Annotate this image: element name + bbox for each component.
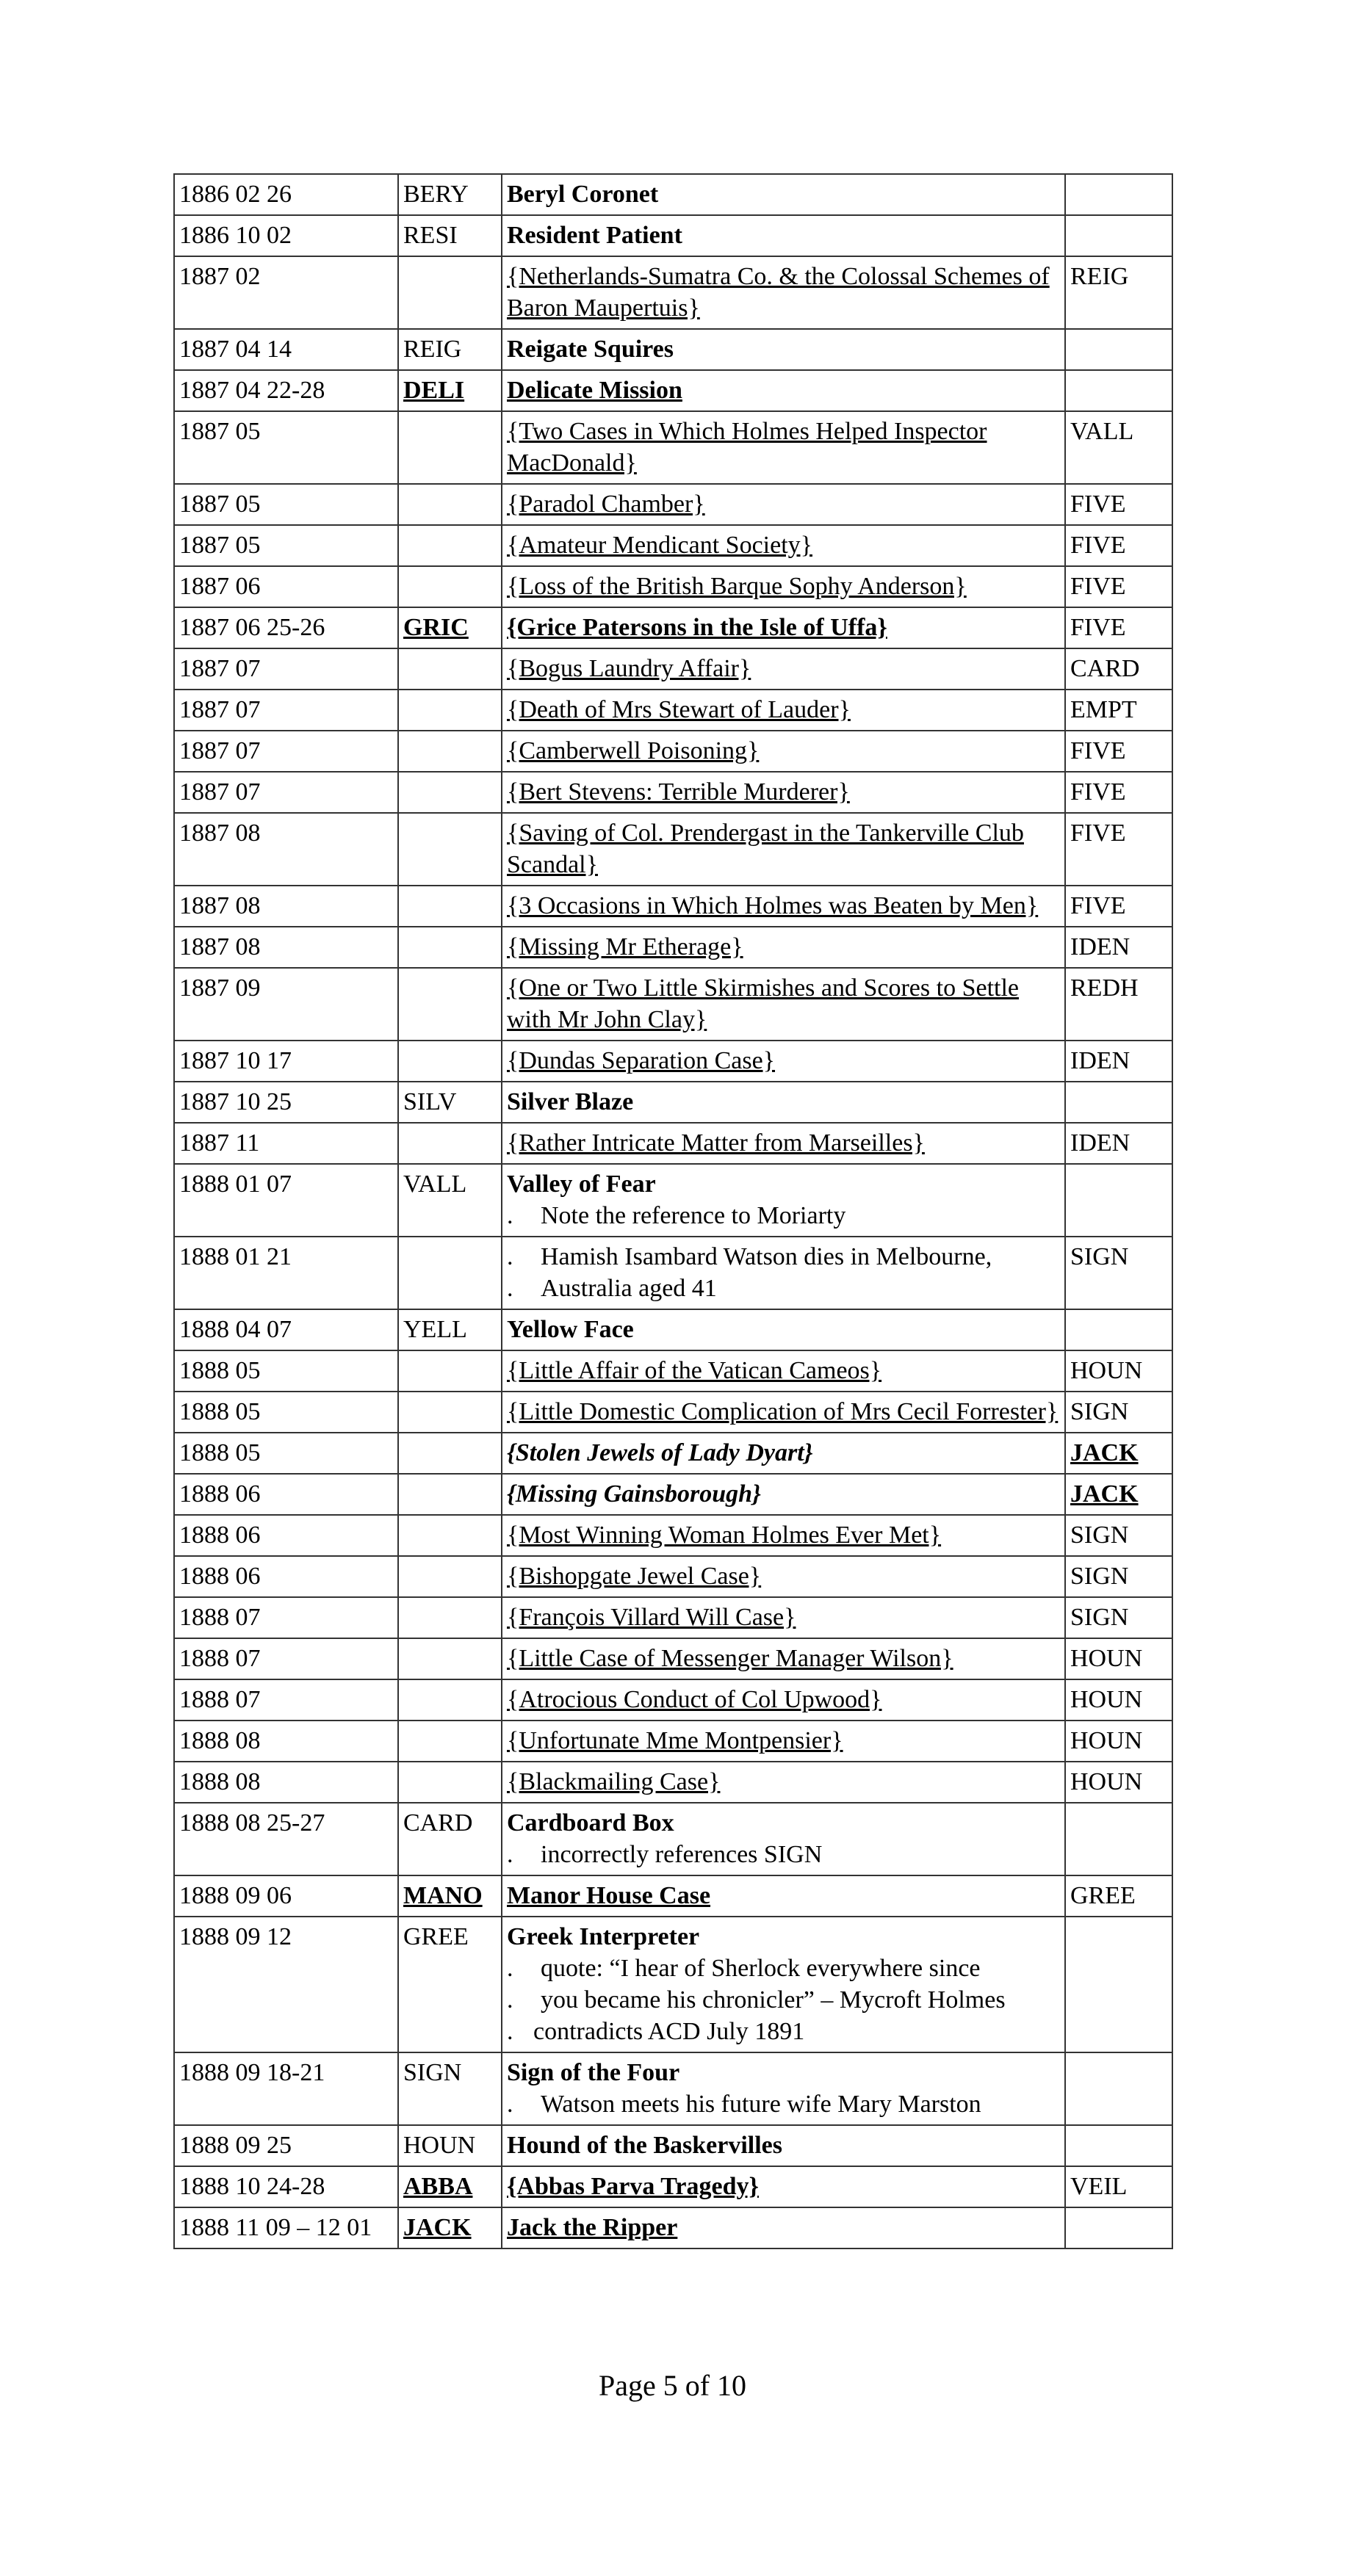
- case-title-cell: [502, 525, 1065, 566]
- referenced-in-cell: HOUN: [1065, 1721, 1172, 1762]
- case-title-cell: [502, 886, 1065, 927]
- date-cell: 1886 02 26: [174, 174, 398, 215]
- table-row: [174, 1123, 1172, 1164]
- date-cell: 1888 08: [174, 1762, 398, 1803]
- table-row: [174, 731, 1172, 772]
- note-text: contradicts ACD July 1891: [533, 2018, 805, 2045]
- table-row: [174, 174, 1172, 215]
- story-code-cell: [398, 256, 502, 329]
- story-code-cell: JACK: [398, 2207, 502, 2248]
- case-title-cell: [502, 2052, 1065, 2125]
- case-title-cell: [502, 772, 1065, 813]
- case-title-cell: [502, 2166, 1065, 2207]
- referenced-in-cell: JACK: [1065, 1433, 1172, 1474]
- story-code-cell: [398, 690, 502, 731]
- date-cell: 1888 01 07: [174, 1164, 398, 1237]
- referenced-in-cell: [1065, 215, 1172, 256]
- date-cell: 1888 06: [174, 1474, 398, 1515]
- case-title-cell: [502, 256, 1065, 329]
- case-title-cell: [502, 1123, 1065, 1164]
- referenced-in-cell: IDEN: [1065, 927, 1172, 968]
- case-title: {Paradol Chamber}: [507, 491, 705, 518]
- case-title: {Loss of the British Barque Sophy Anderson}: [507, 573, 967, 600]
- table-row: [174, 1237, 1172, 1309]
- case-title-cell: [502, 731, 1065, 772]
- story-code-cell: CARD: [398, 1803, 502, 1875]
- case-title-cell: [502, 174, 1065, 215]
- date-cell: 1887 07: [174, 648, 398, 690]
- case-title-cell: [502, 1082, 1065, 1123]
- case-title: {Blackmailing Case}: [507, 1768, 721, 1795]
- story-code-cell: [398, 1762, 502, 1803]
- case-title: {Camberwell Poisoning}: [507, 737, 760, 764]
- case-title: Sign of the Four: [507, 2059, 680, 2086]
- date-cell: 1888 08: [174, 1721, 398, 1762]
- table-row: [174, 1515, 1172, 1556]
- referenced-in-cell: FIVE: [1065, 886, 1172, 927]
- date-cell: 1888 05: [174, 1350, 398, 1392]
- story-code-cell: VALL: [398, 1164, 502, 1237]
- story-code-cell: YELL: [398, 1309, 502, 1350]
- table-row: [174, 927, 1172, 968]
- table-row: [174, 690, 1172, 731]
- date-cell: 1887 04 22-28: [174, 370, 398, 411]
- date-cell: 1887 05: [174, 484, 398, 525]
- story-code-cell: [398, 1350, 502, 1392]
- table-row: [174, 1762, 1172, 1803]
- case-title-cell: [502, 1350, 1065, 1392]
- case-title: Yellow Face: [507, 1316, 634, 1343]
- case-note: [507, 1241, 1061, 1273]
- case-title-cell: [502, 1679, 1065, 1721]
- referenced-in-cell: [1065, 329, 1172, 370]
- referenced-in-cell: HOUN: [1065, 1679, 1172, 1721]
- referenced-in-cell: HOUN: [1065, 1350, 1172, 1392]
- table-row: [174, 329, 1172, 370]
- case-title: {Most Winning Woman Holmes Ever Met}: [507, 1522, 942, 1549]
- date-cell: 1887 08: [174, 813, 398, 886]
- case-title: {One or Two Little Skirmishes and Scores to Settle with Mr John Clay}: [507, 974, 1019, 1033]
- story-code-cell: DELI: [398, 370, 502, 411]
- case-title: Valley of Fear: [507, 1171, 656, 1198]
- table-row: [174, 1721, 1172, 1762]
- case-title-cell: [502, 607, 1065, 648]
- story-code-cell: SILV: [398, 1082, 502, 1123]
- note-text: quote: “I hear of Sherlock everywhere since: [541, 1955, 981, 1982]
- case-title-cell: [502, 1638, 1065, 1679]
- bullet-marker: .: [507, 1275, 513, 1302]
- case-title-cell: [502, 2207, 1065, 2248]
- case-title-cell: [502, 1474, 1065, 1515]
- page-number: Page 5 of 10: [598, 2369, 747, 2402]
- case-title-cell: [502, 1597, 1065, 1638]
- referenced-in-cell: GREE: [1065, 1875, 1172, 1917]
- case-title: Greek Interpreter: [507, 1923, 700, 1950]
- date-cell: 1888 11 09 – 12 01: [174, 2207, 398, 2248]
- date-cell: 1887 07: [174, 690, 398, 731]
- referenced-in-cell: FIVE: [1065, 566, 1172, 607]
- case-title: {Atrocious Conduct of Col Upwood}: [507, 1686, 882, 1713]
- date-cell: 1887 09: [174, 968, 398, 1041]
- story-code-cell: [398, 1721, 502, 1762]
- referenced-in-cell: IDEN: [1065, 1123, 1172, 1164]
- table-row: [174, 1556, 1172, 1597]
- story-code-cell: [398, 566, 502, 607]
- case-title: {Little Affair of the Vatican Cameos}: [507, 1357, 882, 1384]
- date-cell: 1888 09 18-21: [174, 2052, 398, 2125]
- story-code-cell: [398, 927, 502, 968]
- story-code-cell: [398, 886, 502, 927]
- table-row: [174, 607, 1172, 648]
- case-title: Reigate Squires: [507, 336, 674, 363]
- referenced-in-cell: [1065, 1309, 1172, 1350]
- case-title: Beryl Coronet: [507, 181, 659, 208]
- referenced-in-cell: REDH: [1065, 968, 1172, 1041]
- case-title: {Grice Patersons in the Isle of Uffa}: [507, 614, 887, 641]
- referenced-in-cell: FIVE: [1065, 731, 1172, 772]
- date-cell: 1887 10 17: [174, 1041, 398, 1082]
- story-code-cell: [398, 1597, 502, 1638]
- date-cell: 1888 07: [174, 1679, 398, 1721]
- case-title-cell: [502, 484, 1065, 525]
- referenced-in-cell: SIGN: [1065, 1392, 1172, 1433]
- story-code-cell: MANO: [398, 1875, 502, 1917]
- table-row: [174, 1350, 1172, 1392]
- date-cell: 1887 08: [174, 927, 398, 968]
- story-code-cell: GRIC: [398, 607, 502, 648]
- table-row: [174, 1041, 1172, 1082]
- table-row: [174, 2207, 1172, 2248]
- case-title-cell: [502, 1803, 1065, 1875]
- case-title-cell: [502, 1433, 1065, 1474]
- table-row: [174, 2052, 1172, 2125]
- date-cell: 1888 06: [174, 1556, 398, 1597]
- case-title-cell: [502, 1875, 1065, 1917]
- case-title: {Netherlands-Sumatra Co. & the Colossal Schemes of Baron Maupertuis}: [507, 263, 1050, 322]
- story-code-cell: [398, 968, 502, 1041]
- table-row: [174, 1082, 1172, 1123]
- referenced-in-cell: VEIL: [1065, 2166, 1172, 2207]
- table-row: [174, 648, 1172, 690]
- bullet-marker: .: [507, 1243, 513, 1270]
- story-code-cell: RESI: [398, 215, 502, 256]
- referenced-in-cell: JACK: [1065, 1474, 1172, 1515]
- bullet-marker: .: [507, 1841, 513, 1868]
- case-title-cell: [502, 566, 1065, 607]
- table-row: [174, 1638, 1172, 1679]
- table-row: [174, 1474, 1172, 1515]
- case-title: {Rather Intricate Matter from Marseilles}: [507, 1129, 925, 1157]
- story-code-cell: ABBA: [398, 2166, 502, 2207]
- case-title-cell: [502, 1721, 1065, 1762]
- table-row: [174, 566, 1172, 607]
- case-title-cell: [502, 411, 1065, 484]
- referenced-in-cell: VALL: [1065, 411, 1172, 484]
- date-cell: 1888 06: [174, 1515, 398, 1556]
- case-title: {Death of Mrs Stewart of Lauder}: [507, 696, 851, 723]
- story-code-cell: [398, 525, 502, 566]
- date-cell: 1888 07: [174, 1638, 398, 1679]
- case-title-cell: [502, 968, 1065, 1041]
- story-code-cell: SIGN: [398, 2052, 502, 2125]
- table-row: [174, 813, 1172, 886]
- case-note: [507, 2016, 1061, 2047]
- case-title-cell: [502, 370, 1065, 411]
- date-cell: 1888 09 06: [174, 1875, 398, 1917]
- table-row: [174, 1309, 1172, 1350]
- table-row: [174, 525, 1172, 566]
- story-code-cell: [398, 1237, 502, 1309]
- referenced-in-cell: FIVE: [1065, 607, 1172, 648]
- story-code-cell: GREE: [398, 1917, 502, 2052]
- table-row: [174, 2125, 1172, 2166]
- case-title: {Saving of Col. Prendergast in the Tankerville Club Scandal}: [507, 820, 1024, 878]
- story-code-cell: [398, 1679, 502, 1721]
- date-cell: 1888 01 21: [174, 1237, 398, 1309]
- case-title: {Dundas Separation Case}: [507, 1047, 776, 1074]
- case-title: {Missing Gainsborough}: [507, 1480, 761, 1508]
- referenced-in-cell: CARD: [1065, 648, 1172, 690]
- table-row: [174, 370, 1172, 411]
- story-code-cell: [398, 813, 502, 886]
- case-title-cell: [502, 1392, 1065, 1433]
- referenced-in-cell: SIGN: [1065, 1237, 1172, 1309]
- referenced-in-cell: [1065, 2207, 1172, 2248]
- table-row: [174, 1433, 1172, 1474]
- case-title: {3 Occasions in Which Holmes was Beaten by Men}: [507, 892, 1039, 919]
- referenced-in-cell: [1065, 1082, 1172, 1123]
- referenced-in-cell: FIVE: [1065, 772, 1172, 813]
- table-row: [174, 1803, 1172, 1875]
- referenced-in-cell: SIGN: [1065, 1515, 1172, 1556]
- case-title: Cardboard Box: [507, 1809, 674, 1837]
- case-note: [507, 2088, 1061, 2120]
- bullet-marker: .: [507, 1955, 513, 1982]
- case-title: {Missing Mr Etherage}: [507, 933, 743, 960]
- date-cell: 1887 11: [174, 1123, 398, 1164]
- case-title-cell: [502, 215, 1065, 256]
- referenced-in-cell: [1065, 1917, 1172, 2052]
- story-code-cell: REIG: [398, 329, 502, 370]
- date-cell: 1888 08 25-27: [174, 1803, 398, 1875]
- case-title: Resident Patient: [507, 222, 682, 249]
- referenced-in-cell: HOUN: [1065, 1762, 1172, 1803]
- referenced-in-cell: HOUN: [1065, 1638, 1172, 1679]
- case-title-cell: [502, 1762, 1065, 1803]
- date-cell: 1887 10 25: [174, 1082, 398, 1123]
- date-cell: 1887 08: [174, 886, 398, 927]
- case-title: {Amateur Mendicant Society}: [507, 532, 812, 559]
- date-cell: 1887 05: [174, 525, 398, 566]
- table-row: [174, 256, 1172, 329]
- case-title: Silver Blaze: [507, 1088, 634, 1115]
- case-title: {Bert Stevens: Terrible Murderer}: [507, 778, 850, 806]
- note-text: Australia aged 41: [541, 1275, 717, 1302]
- date-cell: 1888 07: [174, 1597, 398, 1638]
- story-code-cell: HOUN: [398, 2125, 502, 2166]
- date-cell: 1888 04 07: [174, 1309, 398, 1350]
- date-cell: 1888 09 25: [174, 2125, 398, 2166]
- chronology-rows: [174, 174, 1172, 2248]
- story-code-cell: [398, 1433, 502, 1474]
- note-text: Note the reference to Moriarty: [541, 1202, 846, 1229]
- referenced-in-cell: [1065, 2052, 1172, 2125]
- story-code-cell: [398, 648, 502, 690]
- table-row: [174, 215, 1172, 256]
- referenced-in-cell: [1065, 1803, 1172, 1875]
- table-row: [174, 484, 1172, 525]
- date-cell: 1887 07: [174, 772, 398, 813]
- case-title: {Bishopgate Jewel Case}: [507, 1563, 762, 1590]
- note-text: Watson meets his future wife Mary Marston: [541, 2091, 981, 2118]
- bullet-marker: .: [507, 1202, 513, 1229]
- case-title: {Stolen Jewels of Lady Dyart}: [507, 1439, 813, 1466]
- case-title-cell: [502, 1237, 1065, 1309]
- referenced-in-cell: FIVE: [1065, 525, 1172, 566]
- case-title-cell: [502, 1164, 1065, 1237]
- table-row: [174, 2166, 1172, 2207]
- table-row: [174, 886, 1172, 927]
- table-row: [174, 1875, 1172, 1917]
- case-title: Manor House Case: [507, 1882, 711, 1909]
- case-title-cell: [502, 813, 1065, 886]
- referenced-in-cell: IDEN: [1065, 1041, 1172, 1082]
- case-title-cell: [502, 1917, 1065, 2052]
- table-row: [174, 968, 1172, 1041]
- case-title-cell: [502, 1556, 1065, 1597]
- table-row: [174, 1679, 1172, 1721]
- date-cell: 1886 10 02: [174, 215, 398, 256]
- case-title-cell: [502, 1041, 1065, 1082]
- referenced-in-cell: [1065, 370, 1172, 411]
- case-note: [507, 1984, 1061, 2016]
- bullet-marker: .: [507, 2018, 513, 2045]
- table-row: [174, 1597, 1172, 1638]
- case-note: [507, 1200, 1061, 1231]
- story-code-cell: [398, 411, 502, 484]
- referenced-in-cell: REIG: [1065, 256, 1172, 329]
- case-title: {Bogus Laundry Affair}: [507, 655, 751, 682]
- case-title: {Little Case of Messenger Manager Wilson}: [507, 1645, 953, 1672]
- referenced-in-cell: SIGN: [1065, 1556, 1172, 1597]
- case-title: {Two Cases in Which Holmes Helped Inspector MacDonald}: [507, 418, 987, 477]
- story-code-cell: [398, 1474, 502, 1515]
- referenced-in-cell: [1065, 2125, 1172, 2166]
- case-title: Delicate Mission: [507, 377, 682, 404]
- case-title: {Little Domestic Complication of Mrs Cecil Forrester}: [507, 1398, 1059, 1425]
- date-cell: 1887 05: [174, 411, 398, 484]
- case-title-cell: [502, 927, 1065, 968]
- date-cell: 1887 02: [174, 256, 398, 329]
- story-code-cell: [398, 484, 502, 525]
- date-cell: 1887 04 14: [174, 329, 398, 370]
- table-row: [174, 1917, 1172, 2052]
- table-row: [174, 1164, 1172, 1237]
- bullet-marker: .: [507, 2091, 513, 2118]
- case-note: [507, 1273, 1061, 1304]
- table-row: [174, 1392, 1172, 1433]
- story-code-cell: [398, 731, 502, 772]
- date-cell: 1887 06 25-26: [174, 607, 398, 648]
- referenced-in-cell: SIGN: [1065, 1597, 1172, 1638]
- story-code-cell: [398, 1638, 502, 1679]
- case-title: Hound of the Baskervilles: [507, 2132, 782, 2159]
- referenced-in-cell: EMPT: [1065, 690, 1172, 731]
- story-code-cell: [398, 1041, 502, 1082]
- note-text: Hamish Isambard Watson dies in Melbourne,: [541, 1243, 992, 1270]
- date-cell: 1888 05: [174, 1433, 398, 1474]
- story-code-cell: [398, 1556, 502, 1597]
- case-title-cell: [502, 648, 1065, 690]
- bullet-marker: .: [507, 1986, 513, 2014]
- note-text: you became his chronicler” – Mycroft Holmes: [541, 1986, 1006, 2014]
- case-title-cell: [502, 690, 1065, 731]
- date-cell: 1888 05: [174, 1392, 398, 1433]
- note-text: incorrectly references SIGN: [541, 1841, 823, 1868]
- case-title-cell: [502, 1309, 1065, 1350]
- date-cell: 1887 06: [174, 566, 398, 607]
- case-title: {François Villard Will Case}: [507, 1604, 796, 1631]
- case-title: Jack the Ripper: [507, 2214, 678, 2241]
- case-note: [507, 1953, 1061, 1984]
- story-code-cell: [398, 772, 502, 813]
- story-code-cell: [398, 1123, 502, 1164]
- case-title: {Unfortunate Mme Montpensier}: [507, 1727, 843, 1754]
- date-cell: 1888 09 12: [174, 1917, 398, 2052]
- story-code-cell: BERY: [398, 174, 502, 215]
- referenced-in-cell: [1065, 1164, 1172, 1237]
- referenced-in-cell: FIVE: [1065, 484, 1172, 525]
- case-title-cell: [502, 329, 1065, 370]
- chronology-table: [173, 173, 1173, 2249]
- case-title: {Abbas Parva Tragedy}: [507, 2173, 759, 2200]
- case-note: [507, 1839, 1061, 1870]
- referenced-in-cell: [1065, 174, 1172, 215]
- date-cell: 1888 10 24-28: [174, 2166, 398, 2207]
- story-code-cell: [398, 1392, 502, 1433]
- story-code-cell: [398, 1515, 502, 1556]
- case-title-cell: [502, 1515, 1065, 1556]
- table-row: [174, 411, 1172, 484]
- case-title-cell: [502, 2125, 1065, 2166]
- table-row: [174, 772, 1172, 813]
- date-cell: 1887 07: [174, 731, 398, 772]
- referenced-in-cell: FIVE: [1065, 813, 1172, 886]
